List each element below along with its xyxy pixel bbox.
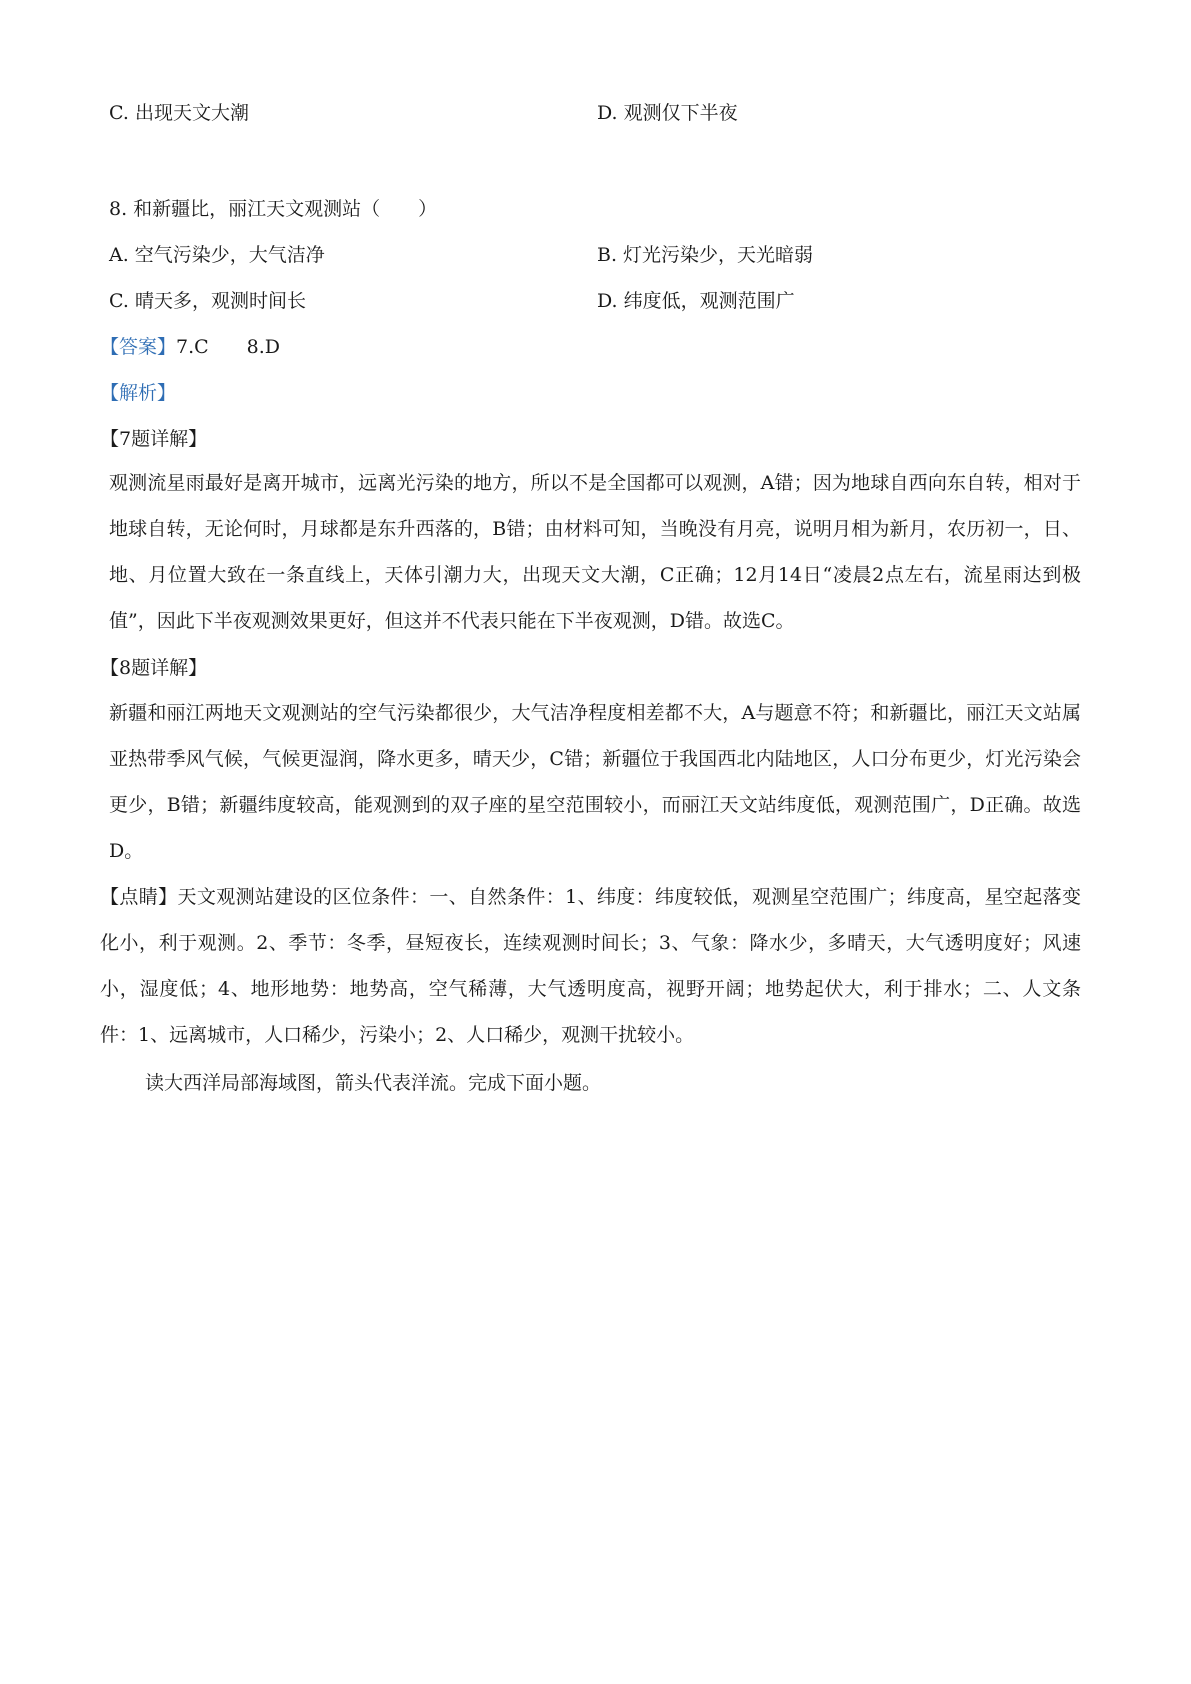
- detail7-label: 【7题详解】: [100, 428, 208, 450]
- q8-option-a: A. 空气污染少，大气洁净: [109, 244, 325, 266]
- next-question-intro: 读大西洋局部海域图，箭头代表洋流。完成下面小题。: [145, 1072, 602, 1094]
- q8-option-b: B. 灯光污染少，天光暗弱: [597, 244, 814, 266]
- q7-option-c: C. 出现天文大潮: [109, 102, 249, 124]
- analysis-label: 【解析】: [100, 382, 177, 404]
- q8-option-c: C. 晴天多，观测时间长: [109, 290, 306, 312]
- tip-paragraph: [100, 874, 1081, 1058]
- q7-option-d: D. 观测仅下半夜: [597, 102, 738, 124]
- answer-value: 7.C 8.D: [176, 336, 281, 358]
- tip-text: 天文观测站建设的区位条件：一、自然条件：1、纬度：纬度较低，观测星空范围广；纬度高，星空起落变化小，利于观测。2、季节：冬季，昼短夜长，连续观测时间长；3、气象：降水少，多晴天，大气透明度好；风速小，湿度低；4、地形地势：地势高，空气稀薄，大气透明度高，视野开阔；地势起伏大，利于排水；二、人文条件：1、远离城市，人口稀少，污染小；2、人口稀少，观测干扰较小。: [100, 886, 1081, 1046]
- answer-label: 【答案】: [100, 336, 177, 358]
- detail7-text: 观测流星雨最好是离开城市，远离光污染的地方，所以不是全国都可以观测，A错；因为地球自西向东自转，相对于地球自转，无论何时，月球都是东升西落的，B错；由材料可知，当晚没有月亮，说明月相为新月，农历初一，日、地、月位置大致在一条直线上，天体引潮力大，出现天文大潮，C正确；12月14日“凌晨2点左右，流星雨达到极值”，因此下半夜观测效果更好，但这并不代表只能在下半夜观测，D错。故选C。: [109, 472, 1081, 632]
- tip-label: 【点睛】: [100, 886, 178, 908]
- answer-line: [100, 334, 280, 360]
- q8-stem: 8. 和新疆比，丽江天文观测站（ ）: [109, 198, 438, 220]
- detail8-text: 新疆和丽江两地天文观测站的空气污染都很少，大气洁净程度相差都不大，A与题意不符；和新疆比，丽江天文站属亚热带季风气候，气候更湿润，降水更多，晴天少，C错；新疆位于我国西北内陆地区，人口分布更少，灯光污染会更少，B错；新疆纬度较高，能观测到的双子座的星空范围较小，而丽江天文站纬度低，观测范围广，D正确。故选D。: [109, 702, 1081, 862]
- detail8-label: 【8题详解】: [100, 657, 208, 679]
- q8-option-d: D. 纬度低，观测范围广: [597, 290, 795, 312]
